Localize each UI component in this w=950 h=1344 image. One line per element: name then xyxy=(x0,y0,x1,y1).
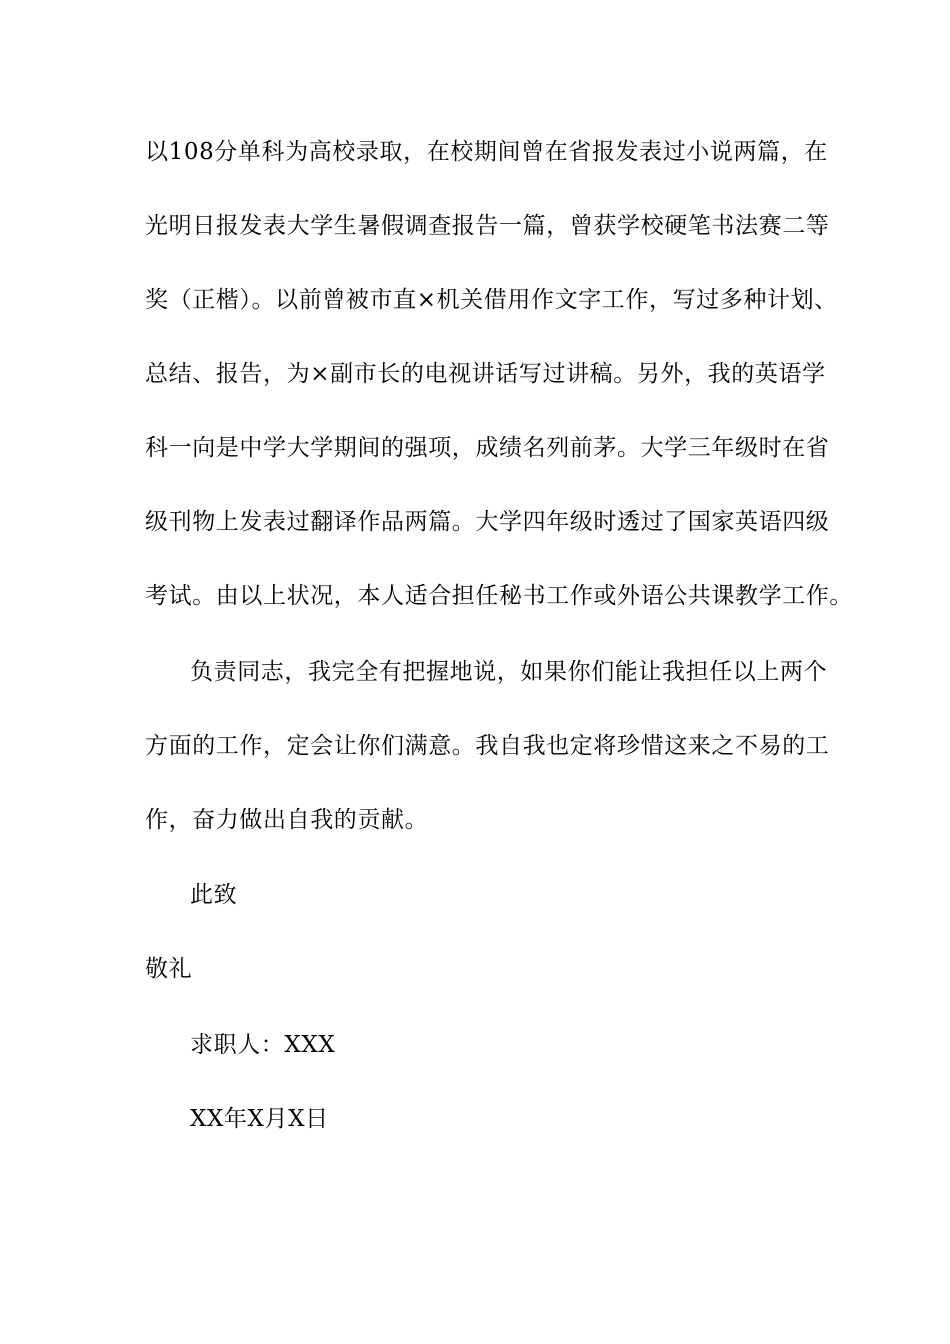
signature-text: 求职人：XXX xyxy=(190,1032,336,1058)
paragraph-line: 考试。由以上状况，本人适合担任秘书工作或外语公共课教学工作。 xyxy=(145,583,853,609)
closing-text: 此致 xyxy=(190,882,238,908)
paragraph-line: 奖（正楷）。以前曾被市直×机关借用作文字工作，写过多种计划、 xyxy=(145,287,838,313)
paragraph-line: 总结、报告，为×副市长的电视讲话写过讲稿。另外，我的英语学 xyxy=(145,361,826,387)
paragraph-line: 级刊物上发表过翻译作品两篇。大学四年级时透过了国家英语四级 xyxy=(145,509,830,535)
paragraph-line: 方面的工作，定会让你们满意。我自我也定将珍惜这来之不易的工 xyxy=(145,733,830,759)
paragraph-line: 负责同志，我完全有把握地说，如果你们能让我担任以上两个 xyxy=(190,659,828,685)
paragraph-line: 光明日报发表大学生暑假调查报告一篇，曾获学校硬笔书法赛二等 xyxy=(145,213,830,239)
date-text: XX年X月X日 xyxy=(190,1106,329,1132)
paragraph-line: 作，奋力做出自我的贡献。 xyxy=(145,807,429,833)
salutation-text: 敬礼 xyxy=(145,956,193,982)
paragraph-line: 以108分单科为高校录取，在校期间曾在省报发表过小说两篇，在 xyxy=(145,139,828,165)
paragraph-line: 科一向是中学大学期间的强项，成绩名列前茅。大学三年级时在省 xyxy=(145,435,830,461)
